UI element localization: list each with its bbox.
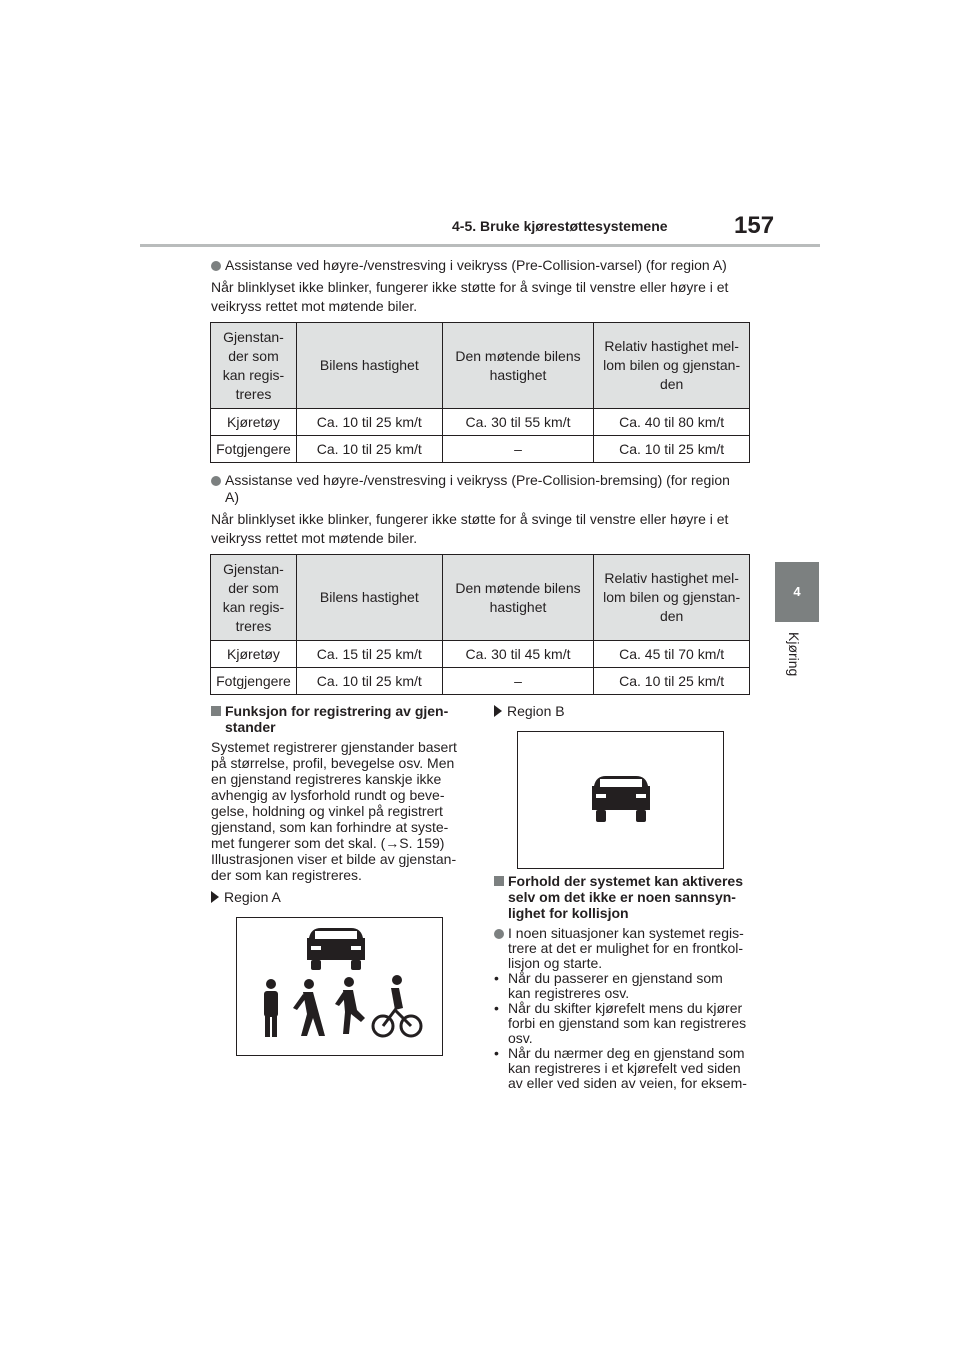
table-cell: –: [442, 668, 594, 695]
table-header-cell: Relativ hastighet mel- lom bilen og gjenstan- den: [594, 323, 750, 409]
arrow-icon: [211, 891, 219, 903]
subheading-text: Funksjon for registrering av gjen-: [225, 703, 449, 719]
bullet-item: [211, 256, 727, 275]
body-text: [494, 926, 747, 1091]
car-icon: [518, 732, 723, 868]
table-cell: Ca. 10 til 25 km/t: [594, 668, 750, 695]
table-cell: Ca. 10 til 25 km/t: [296, 409, 442, 436]
body-line: met fungerer som det skal. (→S. 159): [211, 835, 445, 851]
bullet-icon: [494, 929, 504, 939]
body-line: gjenstand, som kan forhindre at syste-: [211, 819, 449, 835]
bullet-line: I noen situasjoner kan systemet regis-: [494, 926, 747, 941]
table-header-row: [211, 323, 750, 409]
body-line: Illustrasjonen viser et bilde av gjenstan-: [211, 851, 457, 867]
table-header-cell: Den møtende bilens hastighet: [442, 323, 594, 409]
illustration-region-a: [236, 917, 443, 1056]
bullet-text-cont: A): [225, 489, 239, 505]
body-line: på størrelse, profil, bevegelse osv. Men: [211, 755, 455, 771]
table-cell: Fotgjengere: [211, 668, 297, 695]
list-item-line: forbi en gjenstand som kan registreres: [508, 1015, 747, 1031]
bullet-icon: [211, 261, 221, 271]
table-header-row: [211, 555, 750, 641]
subheading: [494, 873, 743, 921]
body-line: Systemet registrerer gjenstander basert: [211, 739, 457, 755]
table-cell: Ca. 10 til 25 km/t: [296, 668, 442, 695]
body-line: en gjenstand registreres kanskje ikke: [211, 771, 442, 787]
page-number: 157: [734, 212, 775, 239]
list-item-line: av eller ved siden av veien, for eksem-: [508, 1075, 747, 1091]
paragraph-line: veikryss rettet mot møtende biler.: [211, 530, 418, 546]
list-item-line: • Når du passerer en gjenstand som: [494, 970, 723, 986]
bullet-item: [211, 471, 730, 490]
paragraph-line: Når blinklyset ikke blinker, fungerer ikke støtte for å svinge til venstre eller høyre i et: [211, 511, 729, 527]
subheading-line: Forhold der systemet kan aktiveres: [494, 873, 743, 889]
table-row: [211, 668, 750, 695]
body-text: [211, 739, 457, 883]
chapter-label: Kjøring: [786, 632, 802, 677]
region-a-label: [211, 888, 281, 907]
bullet-text: Assistanse ved høyre-/venstresving i veikryss (Pre-Collision-varsel) (for region A): [225, 257, 727, 273]
dot-bullet-icon: •: [494, 970, 499, 986]
table-cell: –: [442, 436, 594, 463]
square-bullet-icon: [211, 706, 221, 716]
bullet-line: trere at det er mulighet for en frontkol-: [508, 940, 743, 956]
region-b-label: [494, 702, 565, 721]
table-row: [211, 409, 750, 436]
bullet-text: Assistanse ved høyre-/venstresving i veikryss (Pre-Collision-bremsing) (for region: [225, 472, 730, 488]
table-row: [211, 641, 750, 668]
body-line: der som kan registreres.: [211, 867, 362, 883]
table-header-cell: Bilens hastighet: [296, 323, 442, 409]
bullet-icon: [211, 476, 221, 486]
table-cell: Fotgjengere: [211, 436, 297, 463]
dot-bullet-icon: •: [494, 1000, 499, 1016]
subheading-cont: stander: [225, 719, 276, 735]
table-header-cell: Gjenstan- der som kan regis- treres: [211, 555, 297, 641]
list-item-line: osv.: [508, 1030, 533, 1046]
paragraph-line: veikryss rettet mot møtende biler.: [211, 298, 418, 314]
car-and-pedestrians-icon: [237, 918, 442, 1055]
body-line: gelse, holdning og vinkel på registrert: [211, 803, 443, 819]
table-header-cell: Den møtende bilens hastighet: [442, 555, 594, 641]
body-line: avhengig av lysforhold rundt og beve-: [211, 787, 445, 803]
arrow-icon: [494, 705, 502, 717]
table-row: [211, 436, 750, 463]
illustration-region-b: [517, 731, 724, 869]
table-header-cell: Gjenstan- der som kan regis- treres: [211, 323, 297, 409]
header-divider: [140, 244, 820, 247]
square-bullet-icon: [494, 876, 504, 886]
table-cell: Kjøretøy: [211, 641, 297, 668]
table-cell: Ca. 10 til 25 km/t: [296, 436, 442, 463]
table-cell: Kjøretøy: [211, 409, 297, 436]
table-header-cell: Bilens hastighet: [296, 555, 442, 641]
chapter-tab: 4: [775, 562, 819, 622]
table-cell: Ca. 15 til 25 km/t: [296, 641, 442, 668]
dot-bullet-icon: •: [494, 1045, 499, 1061]
list-item-line: • Når du nærmer deg en gjenstand som: [494, 1045, 745, 1061]
table-cell: Ca. 10 til 25 km/t: [594, 436, 750, 463]
region-label-text: Region A: [224, 889, 281, 905]
subheading-line: lighet for kollisjon: [508, 905, 629, 921]
list-item-line: • Når du skifter kjørefelt mens du kjører: [494, 1000, 743, 1016]
table-cell: Ca. 45 til 70 km/t: [594, 641, 750, 668]
speed-table-1: [210, 322, 750, 463]
table-cell: Ca. 40 til 80 km/t: [594, 409, 750, 436]
table-cell: Ca. 30 til 45 km/t: [442, 641, 594, 668]
subheading-line: selv om det ikke er noen sannsyn-: [508, 889, 736, 905]
section-title: 4-5. Bruke kjørestøttesystemene: [452, 218, 668, 234]
region-label-text: Region B: [507, 703, 565, 719]
table-header-cell: Relativ hastighet mel- lom bilen og gjenstan- den: [594, 555, 750, 641]
table-cell: Ca. 30 til 55 km/t: [442, 409, 594, 436]
list-item-line: kan registreres i et kjørefelt ved siden: [508, 1060, 741, 1076]
list-item-line: kan registreres osv.: [508, 985, 630, 1001]
speed-table-2: [210, 554, 750, 695]
bullet-line: lisjon og starte.: [508, 955, 603, 971]
paragraph-line: Når blinklyset ikke blinker, fungerer ikke støtte for å svinge til venstre eller høyre i et: [211, 279, 729, 295]
